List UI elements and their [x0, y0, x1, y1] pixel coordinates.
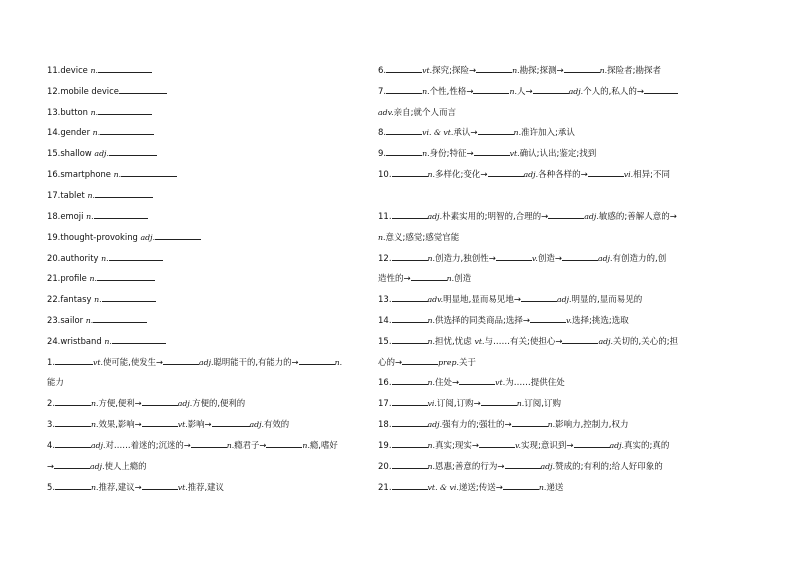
vocab-item-14: 14.gender n. [47, 127, 154, 138]
answer-blank[interactable] [474, 148, 510, 156]
answer-blank[interactable] [479, 440, 515, 448]
answer-blank[interactable] [98, 107, 152, 115]
derivation-item-21: 21. vt. & vi.递送;传送→ n.递送 [378, 483, 564, 493]
derivation-item-10: 10. n.多样化;变化→ adj.各种各样的→ vi.相异;不同 [378, 170, 670, 180]
answer-blank[interactable] [392, 419, 428, 427]
answer-blank[interactable] [142, 482, 178, 490]
answer-blank[interactable] [112, 336, 166, 344]
derivation-item-7-cont: adv.亲自;就个人而言 [378, 108, 456, 118]
vocab-item-18: 18.emoji n. [47, 211, 148, 222]
answer-blank[interactable] [533, 86, 569, 94]
answer-blank[interactable] [392, 377, 428, 385]
vocab-item-23: 23.sailor n. [47, 315, 147, 326]
answer-blank[interactable] [121, 169, 177, 177]
answer-blank[interactable] [521, 294, 557, 302]
answer-blank[interactable] [392, 315, 428, 323]
vocab-item-13: 13.button n. [47, 107, 152, 118]
answer-blank[interactable] [109, 253, 163, 261]
derivation-item-15: 15. n.担忧,忧虑 vt.与……有关;使担心→ adj.关切的,关心的;担 [378, 337, 679, 347]
answer-blank[interactable] [574, 440, 610, 448]
derivation-item-9: 9. n.身份;特征→ vt.确认;认出;鉴定;找到 [378, 149, 597, 159]
vocab-item-20: 20.authority n. [47, 253, 163, 264]
answer-blank[interactable] [562, 336, 598, 344]
derivation-item-20: 20. n.恩惠;善意的行为→ adj.赞成的;有利的;给人好印象的 [378, 462, 663, 472]
answer-blank[interactable] [562, 253, 598, 261]
derivation-item-15-cont: 心的→ prep.关于 [378, 358, 476, 368]
answer-blank[interactable] [142, 398, 178, 406]
derivation-item-11: 11. adj.朴素实用的;明智的,合理的→ adj.敏感的;善解人意的→ [378, 212, 677, 222]
answer-blank[interactable] [386, 65, 422, 73]
answer-blank[interactable] [473, 86, 509, 94]
vocab-item-24: 24.wristband n. [47, 336, 166, 347]
answer-blank[interactable] [402, 357, 438, 365]
answer-blank[interactable] [392, 336, 428, 344]
answer-blank[interactable] [97, 273, 155, 281]
answer-blank[interactable] [386, 148, 422, 156]
derivation-item-12: 12. n.创造力,独创性→ v.创造→ adj.有创造力的,创 [378, 254, 667, 264]
answer-blank[interactable] [496, 253, 532, 261]
answer-blank[interactable] [392, 169, 428, 177]
vocab-item-15: 15.shallow adj. [47, 148, 157, 159]
answer-blank[interactable] [386, 127, 422, 135]
answer-blank[interactable] [392, 440, 428, 448]
answer-blank[interactable] [93, 315, 147, 323]
answer-blank[interactable] [55, 482, 91, 490]
answer-blank[interactable] [55, 440, 91, 448]
derivation-item-11-cont: n.意义;感觉;感觉官能 [378, 233, 460, 243]
derivation-item-19: 19. n.真实;现实→ v.实现;意识到→ adj.真实的;真的 [378, 441, 670, 451]
answer-blank[interactable] [488, 169, 524, 177]
answer-blank[interactable] [95, 190, 153, 198]
answer-blank[interactable] [478, 127, 514, 135]
answer-blank[interactable] [392, 253, 428, 261]
answer-blank[interactable] [212, 419, 250, 427]
answer-blank[interactable] [119, 86, 167, 94]
answer-blank[interactable] [548, 211, 584, 219]
derivation-item-6: 6. vt.探究;探险→ n.勘探;探测→ n.探险者;勘探者 [378, 66, 662, 76]
derivation-item-1-cont: 能力 [47, 377, 64, 387]
answer-blank[interactable] [530, 315, 566, 323]
answer-blank[interactable] [142, 419, 178, 427]
vocab-item-16: 16.smartphone n. [47, 169, 177, 180]
answer-blank[interactable] [392, 398, 428, 406]
answer-blank[interactable] [411, 273, 447, 281]
derivation-item-16: 16. n.住处→ vt.为……提供住处 [378, 378, 565, 388]
vocab-item-12: 12.mobile device [47, 86, 167, 97]
derivation-item-2: 2. n.方便,便利→ adj.方便的,便利的 [47, 398, 246, 408]
answer-blank[interactable] [55, 357, 93, 365]
answer-blank[interactable] [392, 211, 428, 219]
answer-blank[interactable] [512, 419, 548, 427]
derivation-item-13: 13. adv.明显地,显而易见地→ adj.明显的,显而易见的 [378, 295, 643, 305]
answer-blank[interactable] [98, 65, 152, 73]
derivation-item-8: 8. vi. & vt.承认→ n.准许加入;承认 [378, 128, 575, 138]
answer-blank[interactable] [644, 86, 678, 94]
answer-blank[interactable] [459, 377, 495, 385]
answer-blank[interactable] [588, 169, 624, 177]
derivation-item-4: 4. adj.对……着迷的;沉迷的→ n.瘾君子→ n.瘾,嗜好 [47, 440, 338, 450]
vocab-item-21: 21.profile n. [47, 273, 155, 284]
derivation-item-12-cont: 造性的→ n.创造 [378, 274, 472, 284]
answer-blank[interactable] [55, 398, 91, 406]
answer-blank[interactable] [386, 86, 422, 94]
answer-blank[interactable] [163, 357, 199, 365]
answer-blank[interactable] [155, 232, 201, 240]
answer-blank[interactable] [564, 65, 600, 73]
answer-blank[interactable] [392, 294, 428, 302]
answer-blank[interactable] [94, 211, 148, 219]
answer-blank[interactable] [266, 440, 302, 448]
derivation-item-4-cont: → adj.使人上瘾的 [47, 461, 147, 471]
answer-blank[interactable] [109, 148, 157, 156]
derivation-item-14: 14. n.供选择的同类商品;选择→ v.选择;挑选;选取 [378, 316, 629, 326]
answer-blank[interactable] [191, 440, 227, 448]
derivation-item-17: 17. vi.订阅,订购→ n.订阅,订购 [378, 399, 561, 409]
answer-blank[interactable] [392, 482, 428, 490]
answer-blank[interactable] [503, 482, 539, 490]
vocab-item-17: 17.tablet n. [47, 190, 153, 201]
answer-blank[interactable] [505, 461, 541, 469]
answer-blank[interactable] [481, 398, 517, 406]
answer-blank[interactable] [392, 461, 428, 469]
derivation-item-5: 5. n.推荐,建议→ vt.推荐,建议 [47, 482, 224, 492]
answer-blank[interactable] [476, 65, 512, 73]
vocab-item-22: 22.fantasy n. [47, 294, 156, 305]
answer-blank[interactable] [55, 419, 91, 427]
derivation-item-7: 7. n.个性,性格→ n.人→ adj.个人的,私人的→ [378, 86, 678, 98]
derivation-item-1: 1. vt.使可能,使发生→ adj.聪明能干的,有能力的→ n. [47, 357, 343, 367]
answer-blank[interactable] [299, 357, 335, 365]
answer-blank[interactable] [102, 294, 156, 302]
vocab-item-11: 11.device n. [47, 65, 152, 76]
derivation-item-3: 3. n.效果,影响→ vt.影响→ adj.有效的 [47, 419, 290, 429]
answer-blank[interactable] [54, 461, 90, 469]
answer-blank[interactable] [100, 127, 154, 135]
derivation-item-18: 18. adj.强有力的;强壮的→ n.影响力,控制力,权力 [378, 420, 629, 430]
vocab-item-19: 19.thought-provoking adj. [47, 232, 201, 243]
